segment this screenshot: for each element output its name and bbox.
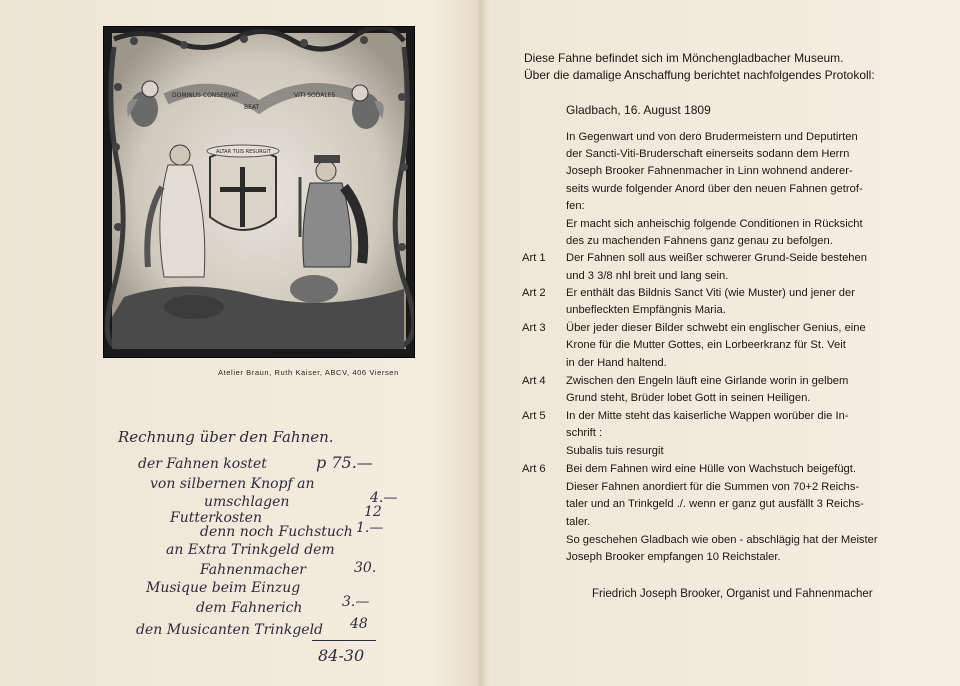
ribbon-text-right: VITI SODALES — [294, 92, 336, 99]
protocol-line: schrift : — [566, 427, 603, 439]
invoice-row-label: Musique beim Einzug — [146, 580, 301, 596]
protocol-line: Er enthält das Bildnis Sanct Viti (wie Muster) und jener der — [566, 287, 855, 299]
invoice-row-label: der Fahnen kostet — [138, 456, 267, 472]
protocol-line: unbefleckten Empfängnis Maria. — [566, 304, 726, 316]
ribbon-text-mid: BEAT — [244, 104, 260, 111]
article-number: Art 6 — [522, 463, 546, 475]
protocol-line: So geschehen Gladbach wie oben - abschlägig hat der Meister — [566, 534, 878, 546]
protocol-line: Bei dem Fahnen wird eine Hülle von Wachstuch beigefügt. — [566, 463, 857, 475]
invoice-total: 84-30 — [318, 646, 365, 665]
protocol-line: taler. — [566, 516, 591, 528]
shield-inscription: ALTAR TUIS RESURGIT — [216, 149, 271, 155]
invoice-row-label: an Extra Trinkgeld dem — [166, 542, 335, 558]
photo-caption: Atelier Braun, Ruth Kaiser, ABCV, 406 Viersen — [218, 368, 399, 377]
protocol-line: Der Fahnen soll aus weißer schwerer Grund-Seide bestehen — [566, 252, 867, 264]
protocol-line: und 3 3/8 nhl breit und lang sein. — [566, 270, 729, 282]
invoice-row-amount: 1.— — [356, 520, 384, 536]
total-rule — [312, 640, 376, 641]
invoice-row-label: dem Fahnerich — [196, 600, 303, 616]
article-number: Art 4 — [522, 375, 546, 387]
invoice-row-label: denn noch Fuchstuch — [200, 524, 353, 540]
protocol-line: Joseph Brooker empfangen 10 Reichstaler. — [566, 551, 781, 563]
protocol-line: In der Mitte steht das kaiserliche Wappen worüber die In- — [566, 410, 849, 422]
intro-line: Über die damalige Anschaffung berichtet nachfolgendes Protokoll: — [524, 68, 875, 82]
protocol-line: des zu machenden Fahnens ganz genau zu befolgen. — [566, 235, 833, 247]
signature: Friedrich Joseph Brooker, Organist und Fahnenmacher — [592, 588, 873, 600]
invoice-row-amount: p 75.— — [316, 453, 373, 472]
article-number: Art 1 — [522, 252, 546, 264]
banner-photo — [103, 26, 415, 358]
protocol-line: taler und an Trinkgeld ./. wenn er ganz gut ausfällt 3 Reichs- — [566, 498, 864, 510]
protocol-line: in der Hand haltend. — [566, 357, 667, 369]
protocol-line: Grund steht, Brüder lobet Gott in seinen Heiligen. — [566, 392, 811, 404]
invoice-row-amount: 48 — [350, 616, 368, 632]
protocol-line: Über jeder dieser Bilder schwebt ein englischer Genius, eine — [566, 322, 866, 334]
right-page — [482, 0, 960, 686]
invoice-title: Rechnung über den Fahnen. — [118, 428, 334, 446]
protocol-line: Dieser Fahnen anordiert für die Summen von 70+2 Reichs- — [566, 481, 860, 493]
protocol-line: der Sancti-Viti-Bruderschaft einerseits sodann dem Herrn — [566, 148, 850, 160]
invoice-row-amount: 30. — [354, 560, 377, 576]
article-number: Art 2 — [522, 287, 546, 299]
banner-illustration — [104, 27, 414, 357]
ribbon-text-left: DOMINUS CONSERVAT — [172, 92, 239, 99]
invoice-row-label: Futterkosten — [170, 510, 262, 526]
invoice-row-label: den Musicanten Trinkgeld — [136, 622, 324, 638]
invoice-row-amount: 12 — [364, 504, 382, 520]
protocol-line: Zwischen den Engeln läuft eine Girlande worin in gelbem — [566, 375, 849, 387]
invoice-row-amount: 4.— — [370, 490, 398, 506]
coat-of-arms — [207, 145, 279, 230]
article-number: Art 5 — [522, 410, 546, 422]
article-number: Art 3 — [522, 322, 546, 334]
invoice-row-amount: 3.— — [342, 594, 370, 610]
invoice-row-label: von silbernen Knopf an — [150, 476, 315, 492]
protocol-line: Krone für die Mutter Gottes, ein Lorbeerkranz für St. Veit — [566, 339, 846, 351]
protocol-line: seits wurde folgender Anord über den neuen Fahnen getrof- — [566, 183, 863, 195]
protocol-line: In Gegenwart und von dero Brudermeistern und Deputirten — [566, 131, 858, 143]
dateline: Gladbach, 16. August 1809 — [566, 103, 711, 117]
protocol-line: Subalis tuis resurgit — [566, 445, 664, 457]
left-page — [0, 0, 478, 686]
intro-line: Diese Fahne befindet sich im Mönchengladbacher Museum. — [524, 51, 844, 65]
invoice-row-label: Fahnenmacher — [200, 562, 306, 578]
protocol-line: Er macht sich anheischig folgende Conditionen in Rücksicht — [566, 218, 863, 230]
protocol-line: fen: — [566, 200, 585, 212]
protocol-line: Joseph Brooker Fahnenmacher in Linn wohnend anderer- — [566, 165, 853, 177]
invoice-row-label: umschlagen — [204, 494, 290, 510]
